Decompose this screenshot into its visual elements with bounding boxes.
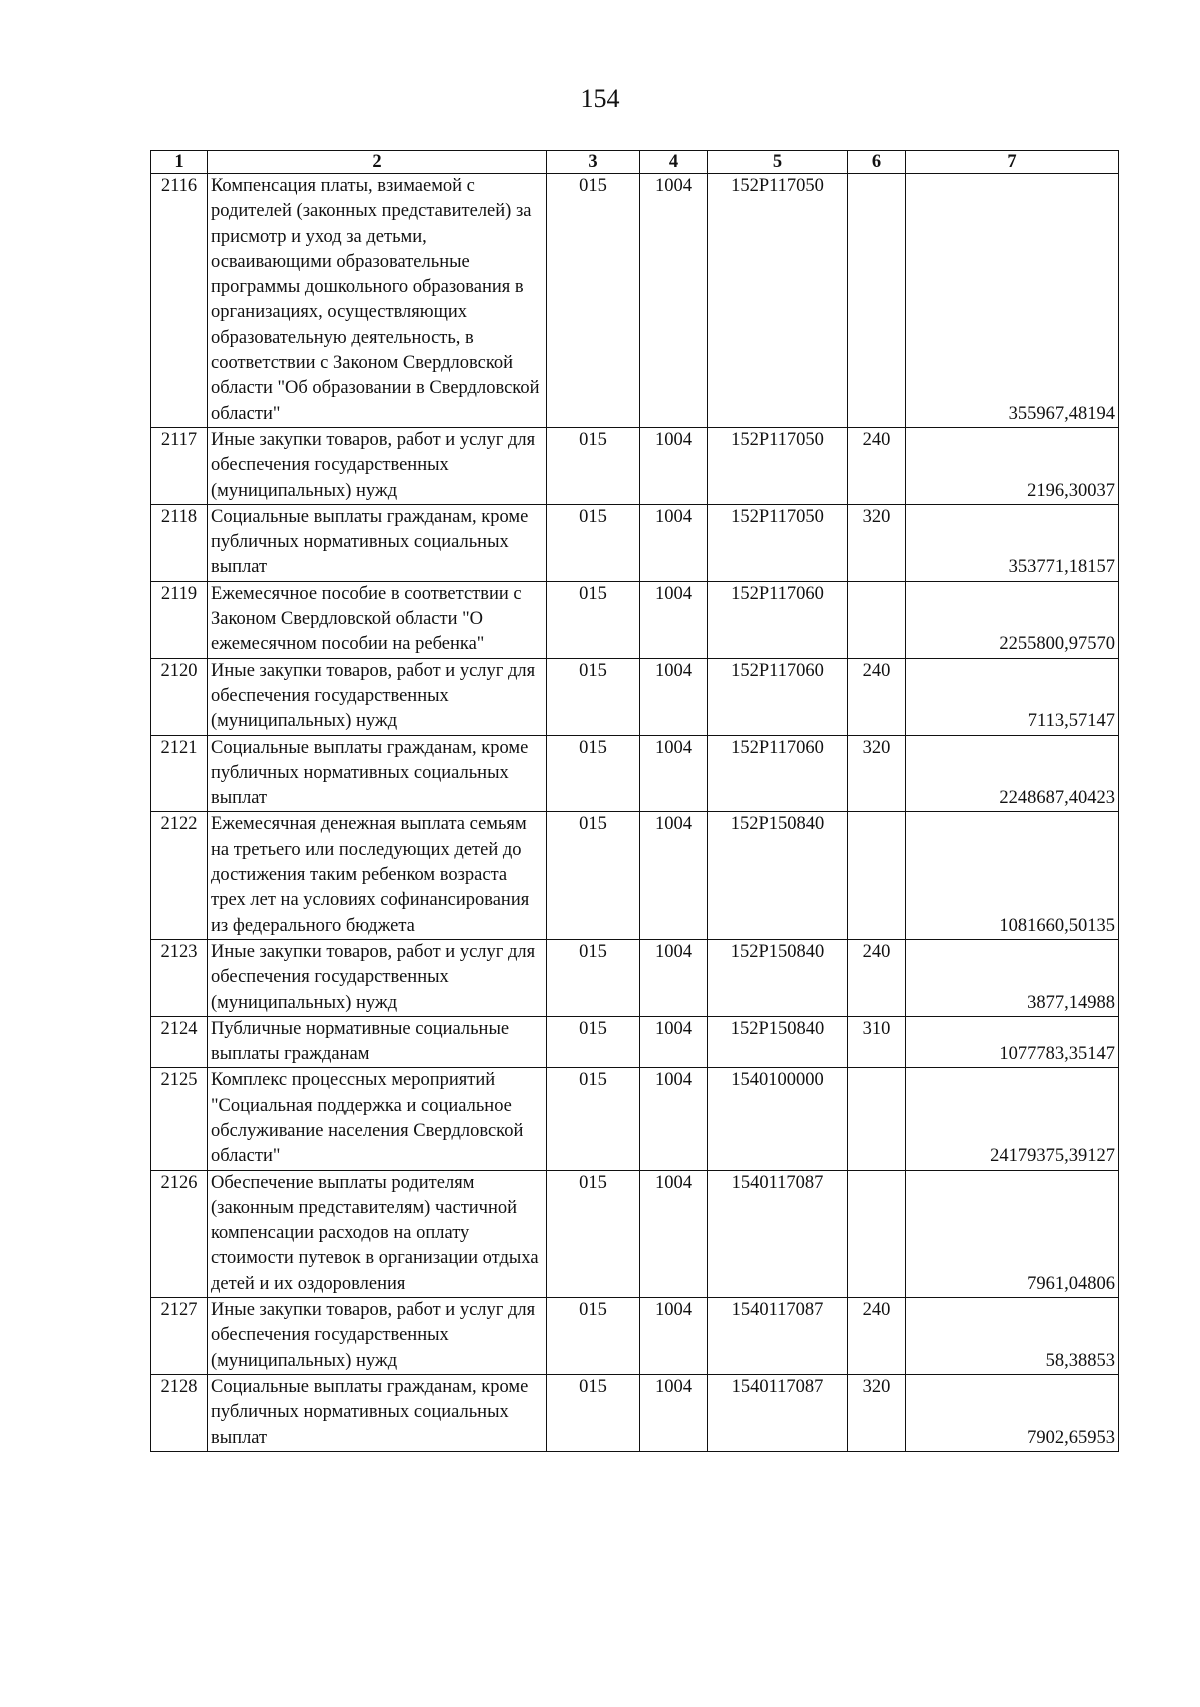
header-col-6: 6 <box>848 151 906 174</box>
row-col-3: 015 <box>547 1374 640 1451</box>
budget-table <box>150 150 1119 1452</box>
row-sum: 3877,14988 <box>906 939 1119 1016</box>
header-col-5: 5 <box>708 151 848 174</box>
row-col-5: 1540117087 <box>708 1298 848 1375</box>
row-col-4: 1004 <box>640 427 708 504</box>
row-number: 2122 <box>151 812 208 939</box>
row-col-6 <box>848 1068 906 1170</box>
table-row <box>151 174 1119 428</box>
row-name: Иные закупки товаров, работ и услуг для обеспечения государственных (муниципальных) нужд <box>208 658 547 735</box>
row-name: Социальные выплаты гражданам, кроме публичных нормативных социальных выплат <box>208 735 547 812</box>
row-name: Иные закупки товаров, работ и услуг для обеспечения государственных (муниципальных) нужд <box>208 427 547 504</box>
table-row <box>151 1016 1119 1068</box>
row-col-5: 152P117060 <box>708 735 848 812</box>
row-col-3: 015 <box>547 1068 640 1170</box>
page-number: 154 <box>580 84 620 113</box>
row-col-4: 1004 <box>640 1068 708 1170</box>
table-row <box>151 1068 1119 1170</box>
row-sum: 7113,57147 <box>906 658 1119 735</box>
row-col-4: 1004 <box>640 735 708 812</box>
row-sum: 1077783,35147 <box>906 1016 1119 1068</box>
row-col-5: 152P117050 <box>708 427 848 504</box>
row-number: 2123 <box>151 939 208 1016</box>
row-col-4: 1004 <box>640 1298 708 1375</box>
row-col-5: 152P150840 <box>708 812 848 939</box>
row-name: Ежемесячная денежная выплата семьям на третьего или последующих детей до достижения таким ребенком возраста трех лет на условиях софинансирования из федерального бюджета <box>208 812 547 939</box>
row-col-4: 1004 <box>640 812 708 939</box>
row-col-5: 1540117087 <box>708 1170 848 1297</box>
row-col-3: 015 <box>547 427 640 504</box>
row-col-4: 1004 <box>640 504 708 581</box>
row-name: Компенсация платы, взимаемой с родителей (законных представителей) за присмотр и уход за детьми, осваивающими образовательные программы дошкольного образования в организациях, осуществляющих образовательную деятельность, в соответствии с Законом Свердловской области "Об образовании в Свердловской области" <box>208 174 547 428</box>
row-name: Социальные выплаты гражданам, кроме публичных нормативных социальных выплат <box>208 1374 547 1451</box>
header-col-2: 2 <box>208 151 547 174</box>
table-row <box>151 735 1119 812</box>
row-sum: 353771,18157 <box>906 504 1119 581</box>
row-col-6 <box>848 581 906 658</box>
row-col-6: 310 <box>848 1016 906 1068</box>
row-number: 2117 <box>151 427 208 504</box>
row-col-3: 015 <box>547 1298 640 1375</box>
table-row <box>151 581 1119 658</box>
row-col-5: 152P117060 <box>708 658 848 735</box>
row-sum: 1081660,50135 <box>906 812 1119 939</box>
row-col-6 <box>848 812 906 939</box>
row-col-3: 015 <box>547 504 640 581</box>
row-number: 2128 <box>151 1374 208 1451</box>
row-sum: 58,38853 <box>906 1298 1119 1375</box>
row-col-5: 1540100000 <box>708 1068 848 1170</box>
row-sum: 2248687,40423 <box>906 735 1119 812</box>
row-col-4: 1004 <box>640 1016 708 1068</box>
row-col-3: 015 <box>547 581 640 658</box>
row-number: 2121 <box>151 735 208 812</box>
row-name: Ежемесячное пособие в соответствии с Законом Свердловской области "О ежемесячном пособии на ребенка" <box>208 581 547 658</box>
row-col-4: 1004 <box>640 658 708 735</box>
row-col-4: 1004 <box>640 581 708 658</box>
row-number: 2120 <box>151 658 208 735</box>
row-number: 2116 <box>151 174 208 428</box>
row-col-6: 240 <box>848 939 906 1016</box>
row-col-5: 152P117050 <box>708 174 848 428</box>
header-col-3: 3 <box>547 151 640 174</box>
row-name: Социальные выплаты гражданам, кроме публичных нормативных социальных выплат <box>208 504 547 581</box>
row-col-5: 1540117087 <box>708 1374 848 1451</box>
row-col-3: 015 <box>547 735 640 812</box>
row-col-6: 320 <box>848 504 906 581</box>
row-sum: 7961,04806 <box>906 1170 1119 1297</box>
row-col-3: 015 <box>547 1170 640 1297</box>
row-col-4: 1004 <box>640 1374 708 1451</box>
row-number: 2126 <box>151 1170 208 1297</box>
row-col-5: 152P150840 <box>708 939 848 1016</box>
row-number: 2125 <box>151 1068 208 1170</box>
header-col-7: 7 <box>906 151 1119 174</box>
row-number: 2127 <box>151 1298 208 1375</box>
table-row <box>151 1170 1119 1297</box>
row-sum: 24179375,39127 <box>906 1068 1119 1170</box>
row-col-6: 320 <box>848 1374 906 1451</box>
row-name: Иные закупки товаров, работ и услуг для обеспечения государственных (муниципальных) нужд <box>208 1298 547 1375</box>
table-row <box>151 1374 1119 1451</box>
row-col-5: 152P150840 <box>708 1016 848 1068</box>
row-col-3: 015 <box>547 1016 640 1068</box>
row-number: 2119 <box>151 581 208 658</box>
table-row <box>151 812 1119 939</box>
table-row <box>151 939 1119 1016</box>
row-sum: 7902,65953 <box>906 1374 1119 1451</box>
row-number: 2118 <box>151 504 208 581</box>
row-name: Иные закупки товаров, работ и услуг для обеспечения государственных (муниципальных) нужд <box>208 939 547 1016</box>
header-row <box>151 151 1119 174</box>
row-col-4: 1004 <box>640 939 708 1016</box>
row-col-4: 1004 <box>640 174 708 428</box>
row-sum: 2255800,97570 <box>906 581 1119 658</box>
header-col-4: 4 <box>640 151 708 174</box>
row-col-6: 240 <box>848 1298 906 1375</box>
row-col-5: 152P117060 <box>708 581 848 658</box>
row-number: 2124 <box>151 1016 208 1068</box>
row-col-3: 015 <box>547 658 640 735</box>
row-name: Обеспечение выплаты родителям (законным представителям) частичной компенсации расходов на оплату стоимости путевок в организации отдыха детей и их оздоровления <box>208 1170 547 1297</box>
row-col-6 <box>848 1170 906 1297</box>
row-col-5: 152P117050 <box>708 504 848 581</box>
table-row <box>151 1298 1119 1375</box>
row-col-3: 015 <box>547 174 640 428</box>
row-name: Комплекс процессных мероприятий "Социальная поддержка и социальное обслуживание населения Свердловской области" <box>208 1068 547 1170</box>
table-row <box>151 504 1119 581</box>
row-col-6: 240 <box>848 427 906 504</box>
header-col-1: 1 <box>151 151 208 174</box>
table-row <box>151 658 1119 735</box>
row-sum: 2196,30037 <box>906 427 1119 504</box>
table-row <box>151 427 1119 504</box>
row-sum: 355967,48194 <box>906 174 1119 428</box>
row-col-6: 320 <box>848 735 906 812</box>
row-col-4: 1004 <box>640 1170 708 1297</box>
row-col-3: 015 <box>547 812 640 939</box>
row-col-6 <box>848 174 906 428</box>
row-col-3: 015 <box>547 939 640 1016</box>
row-name: Публичные нормативные социальные выплаты гражданам <box>208 1016 547 1068</box>
row-col-6: 240 <box>848 658 906 735</box>
